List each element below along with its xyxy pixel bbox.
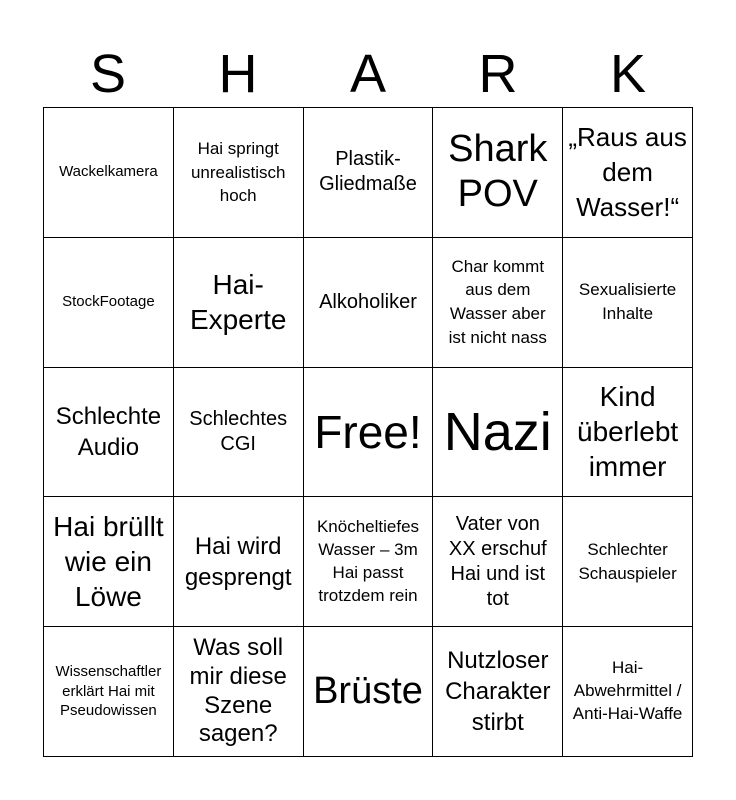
bingo-cell-3-4[interactable]	[433, 368, 563, 498]
cell-label: Hai brüllt wie ein Löwe	[53, 511, 164, 613]
header-letter-h: H	[218, 44, 258, 104]
bingo-cell-1-2[interactable]	[174, 108, 304, 238]
bingo-cell-3-2[interactable]	[174, 368, 304, 498]
bingo-cell-4-5[interactable]	[563, 497, 693, 627]
bingo-cell-5-5[interactable]	[563, 627, 693, 757]
cell-label: Plastik-Gliedmaße	[319, 148, 417, 196]
cell-label: Shark POV	[448, 127, 548, 216]
bingo-cell-1-5[interactable]	[563, 108, 693, 238]
bingo-cell-3-5[interactable]	[563, 368, 693, 498]
bingo-cell-4-1[interactable]	[44, 497, 174, 627]
bingo-header	[43, 40, 693, 108]
bingo-cell-2-5[interactable]	[563, 238, 693, 368]
bingo-cell-5-1[interactable]	[44, 627, 174, 757]
cell-label: Nutzloser Charakter stirbt	[445, 646, 551, 737]
bingo-cell-4-4[interactable]	[433, 497, 563, 627]
cell-label: Schlechtes CGI	[189, 407, 288, 455]
header-letter-k: K	[609, 44, 647, 104]
cell-label: Hai wird gesprengt	[184, 532, 292, 591]
cell-label: Kind überlebt immer	[577, 381, 679, 483]
bingo-cell-1-4[interactable]	[433, 108, 563, 238]
cell-label: Nazi	[443, 401, 552, 462]
bingo-cell-3-3[interactable]	[304, 368, 434, 498]
bingo-cell-5-3[interactable]	[304, 627, 434, 757]
cell-label: Schlechte Audio	[55, 402, 162, 461]
cell-label: „Raus aus dem Wasser!“	[568, 121, 687, 222]
bingo-cell-4-3[interactable]	[304, 497, 434, 627]
bingo-cell-2-4[interactable]	[433, 238, 563, 368]
cell-label: Hai-Abwehrmittel / Anti-Hai-Waffe	[572, 658, 683, 724]
cell-label: Alkoholiker	[319, 290, 417, 313]
bingo-cell-5-4[interactable]	[433, 627, 563, 757]
header-letter-r: R	[478, 44, 518, 104]
cell-label: Char kommt aus dem Wasser aber ist nicht nass	[448, 256, 547, 347]
cell-label: Schlechter Schauspieler	[578, 539, 677, 583]
bingo-cell-2-3[interactable]	[304, 238, 434, 368]
cell-label: Sexualisierte Inhalte	[578, 280, 677, 324]
cell-label: Hai springt unrealistisch hoch	[190, 138, 286, 206]
cell-label-free: Free!	[314, 405, 422, 458]
cell-label: Wissenschaftler erklärt Hai mit Pseudowissen	[55, 663, 162, 720]
cell-label: Vater von XX erschuf Hai und ist tot	[448, 512, 547, 610]
cell-label: StockFootage	[62, 293, 155, 311]
cell-label: Hai-Experte	[189, 269, 287, 336]
cell-label: Knöcheltiefes Wasser – 3m Hai passt trotzdem rein	[316, 516, 420, 605]
header-letter-a: A	[349, 44, 387, 104]
bingo-board	[43, 107, 693, 757]
bingo-cell-2-1[interactable]	[44, 238, 174, 368]
cell-label: Wackelkamera	[59, 163, 158, 181]
bingo-cell-1-3[interactable]	[304, 108, 434, 238]
header-letter-s: S	[89, 44, 127, 104]
bingo-cell-5-2[interactable]	[174, 627, 304, 757]
bingo-cell-4-2[interactable]	[174, 497, 304, 627]
bingo-cell-2-2[interactable]	[174, 238, 304, 368]
bingo-cell-3-1[interactable]	[44, 368, 174, 498]
cell-label: Brüste	[313, 669, 423, 712]
cell-label: Was soll mir diese Szene sagen?	[189, 634, 287, 748]
bingo-cell-1-1[interactable]	[44, 108, 174, 238]
